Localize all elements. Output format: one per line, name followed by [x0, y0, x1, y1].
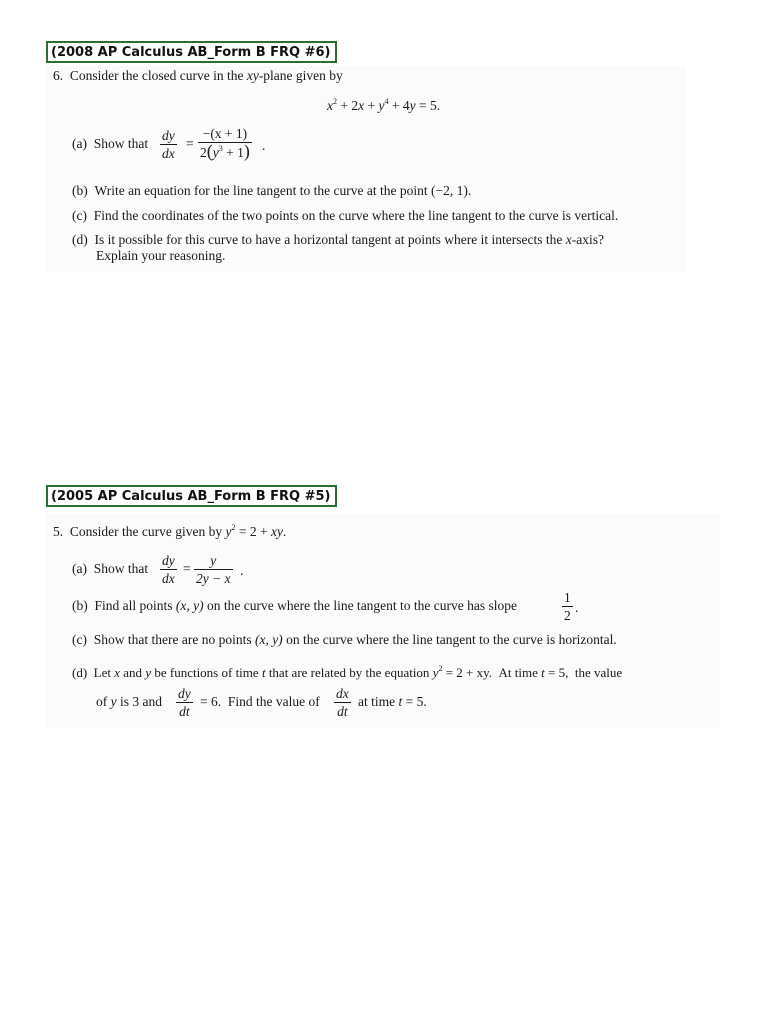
part-text: on the curve where the line tangent to the curve is horizontal. [286, 632, 617, 647]
part-d-line2-b [200, 694, 320, 710]
part-label: (b) [72, 183, 88, 198]
part-label: (b) [72, 598, 88, 613]
variable: y [145, 665, 152, 680]
dxdt-fraction [334, 686, 351, 719]
equals-sign: = [183, 561, 191, 576]
fraction-denominator: 2y − x [196, 571, 231, 586]
part-label: (d) [72, 665, 88, 680]
point-coordinates: (x, y) [254, 632, 283, 647]
variable: x [114, 665, 121, 680]
problem-header: (2008 AP Calculus AB_Form B FRQ #6) [46, 41, 337, 63]
eq-term: + 4 [388, 98, 410, 113]
part-label: (a) [72, 561, 87, 576]
variable: t [541, 665, 545, 680]
part-a [72, 136, 148, 152]
period: . [575, 600, 579, 615]
fraction-numerator: dx [336, 686, 349, 701]
exponent: 2 [231, 523, 236, 532]
part-text: -axis? [571, 232, 604, 247]
part-text: that are related by the equation [268, 665, 430, 680]
part-d [72, 665, 622, 681]
part-text: and [123, 665, 143, 680]
part-label: (c) [72, 208, 87, 223]
part-text: on the curve where the line tangent to the curve has slope [207, 598, 518, 613]
variable: t [398, 694, 403, 709]
variable: y [432, 665, 439, 680]
point-coordinates: (−2, 1) [430, 183, 468, 198]
part-text: at time [358, 694, 396, 709]
rhs-fraction [194, 553, 233, 586]
fraction-numerator: dy [162, 128, 175, 143]
eq-exponent: 4 [384, 97, 389, 106]
part-d-line2-c [358, 694, 427, 710]
derivative-fraction [160, 553, 177, 586]
part-d-continued: Explain your reasoning. [96, 248, 226, 263]
derivative-fraction [160, 128, 177, 161]
rhs-fraction [198, 126, 252, 160]
point-coordinates: (x, y) [175, 598, 204, 613]
part-text: Show that there are no points [93, 632, 252, 647]
part-text: Is it possible for this curve to have a horizontal tangent at points where it intersects the [94, 232, 566, 247]
part-d-line2-a [96, 694, 162, 710]
den-part: y [212, 145, 219, 160]
part-a [72, 561, 148, 577]
exponent: 2 [438, 664, 443, 673]
period: . [240, 563, 244, 578]
period: . [282, 524, 287, 539]
part-text: Find the value of [227, 694, 320, 709]
curve-equation [327, 98, 440, 114]
fraction-numerator: 1 [564, 590, 571, 605]
part-c [72, 208, 618, 224]
eq-term: x [327, 98, 333, 113]
fraction-denominator: dx [162, 571, 175, 586]
variable: y [110, 694, 117, 709]
part-text: be functions of time [154, 665, 259, 680]
part-text: Show that [93, 561, 149, 576]
part-text: Find all points [94, 598, 173, 613]
den-exponent: 3 [218, 144, 223, 153]
problem-number: 5. [53, 524, 64, 539]
part-text: = 5. [402, 694, 427, 709]
problem-header: (2005 AP Calculus AB_Form B FRQ #5) [46, 485, 337, 507]
fraction-denominator: dt [179, 704, 190, 719]
variable: xy [270, 524, 283, 539]
fraction-numerator: dy [162, 553, 175, 568]
part-text: Show that [93, 136, 149, 151]
part-label: (c) [72, 632, 87, 647]
equals-sign: = [186, 136, 194, 151]
part-text: is 3 and [120, 694, 162, 709]
equation: = 2 + xy. [442, 665, 493, 680]
intro-text: -plane given by [258, 68, 343, 83]
fraction-denominator: dt [337, 704, 348, 719]
slope-fraction [562, 590, 573, 623]
fraction-numerator: y [194, 553, 233, 570]
den-part: + 1 [222, 145, 244, 160]
part-label: (a) [72, 136, 87, 151]
part-text: Let [93, 665, 111, 680]
period: . [262, 138, 266, 153]
fraction-numerator: −(x + 1) [198, 126, 252, 143]
eq-term: + 2 [337, 98, 359, 113]
eq-term: = 5. [415, 98, 441, 113]
problem-intro [53, 68, 343, 84]
part-text: the value [574, 665, 623, 680]
intro-text: Consider the curve given by [69, 524, 223, 539]
part-text: At time [498, 665, 538, 680]
variable: x [565, 232, 572, 247]
part-label: (d) [72, 232, 88, 247]
eq-term: x [358, 98, 365, 113]
part-text: Write an equation for the line tangent to the curve at the point [94, 183, 428, 198]
fraction-denominator: $2(y^3 + 1)$ [200, 141, 250, 161]
part-d [72, 232, 604, 248]
problem-number: 6. [53, 68, 64, 83]
intro-variable: xy [246, 68, 259, 83]
part-c [72, 632, 617, 648]
intro-text: = 2 + [235, 524, 271, 539]
den-part: 2 [200, 145, 207, 160]
intro-text: Consider the closed curve in the [69, 68, 247, 83]
part-text: = 5, [544, 665, 569, 680]
variable: y [225, 524, 232, 539]
part-text: of [96, 694, 108, 709]
fraction-numerator: dy [178, 686, 191, 701]
eq-exponent: 2 [333, 97, 337, 106]
fraction-denominator: 2 [564, 608, 571, 623]
problem-intro [53, 524, 286, 540]
dydt-fraction [176, 686, 193, 719]
fraction-denominator: dx [162, 146, 175, 161]
eq-term: y [378, 98, 385, 113]
part-text: Find the coordinates of the two points on the curve where the line tangent to the curve is vertical. [93, 208, 619, 223]
eq-term: + [364, 98, 379, 113]
part-text: = 6. [200, 694, 222, 709]
period: . [467, 183, 472, 198]
eq-term: y [409, 98, 416, 113]
part-b [72, 598, 517, 614]
variable: t [261, 665, 266, 680]
part-b [72, 183, 471, 199]
